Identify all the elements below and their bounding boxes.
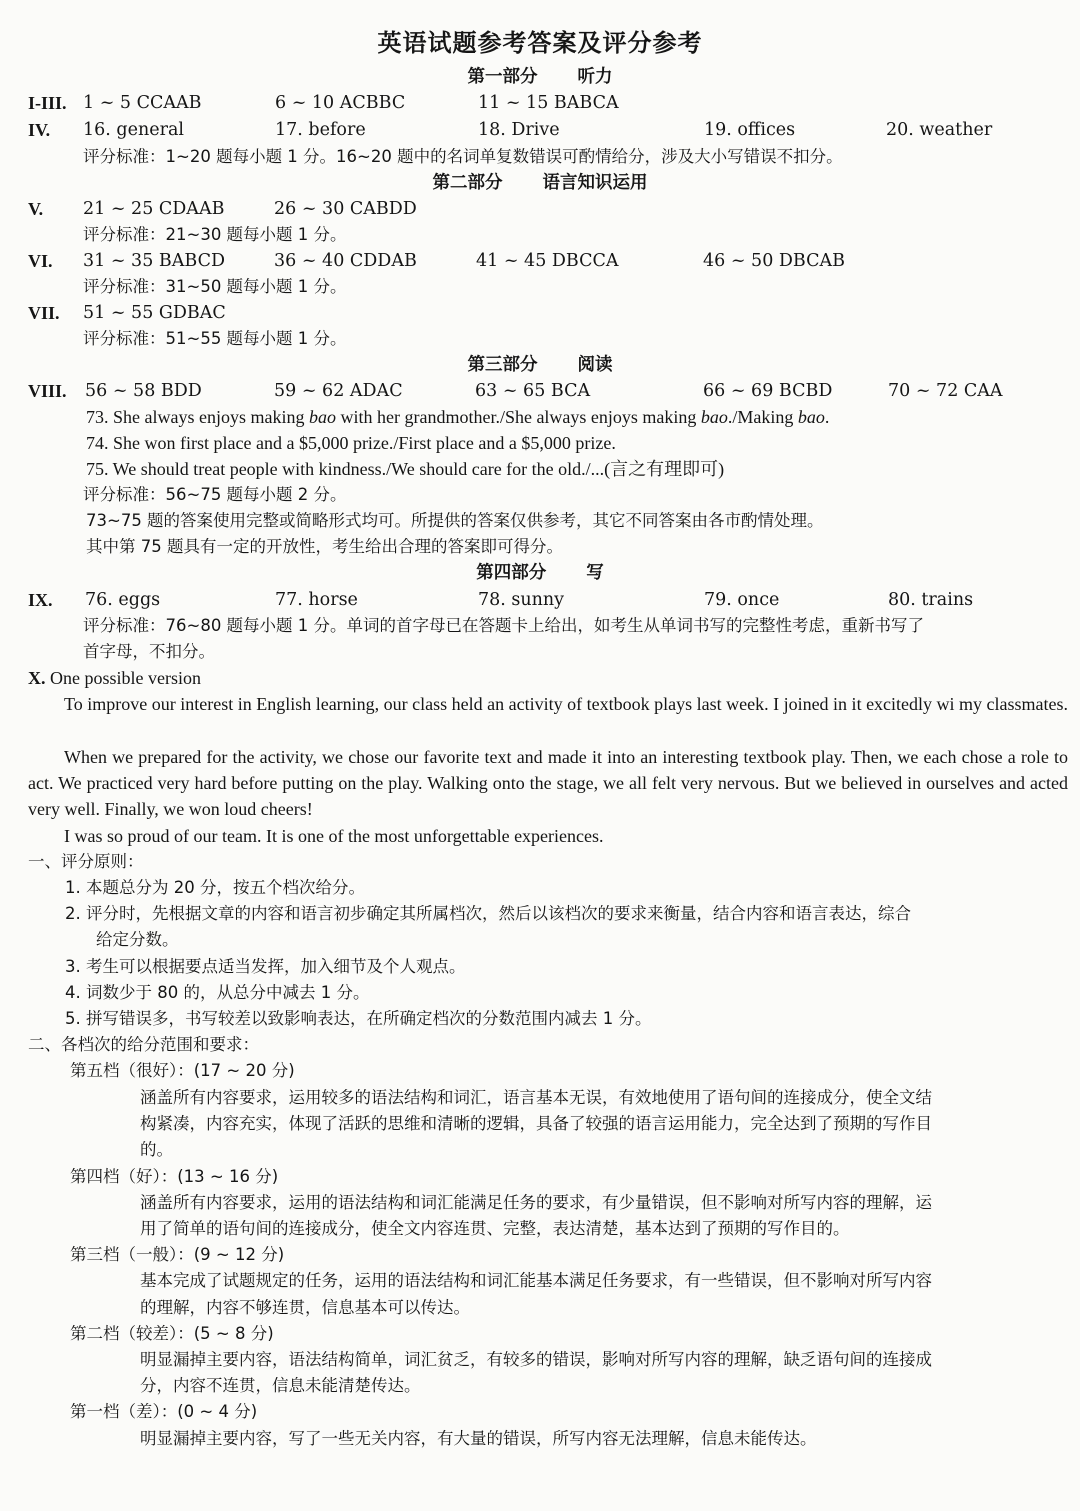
section-label: VIII. xyxy=(28,381,67,401)
answer-item: 17. before xyxy=(275,120,366,140)
answer-group: 1 ~ 5 CCAAB xyxy=(83,93,202,113)
principle-item: 1. 本题总分为 20 分，按五个档次给分。 xyxy=(65,878,365,897)
scoring-note: 评分标准：21~30 题每小题 1 分。 xyxy=(83,225,347,244)
principle-item: 4. 词数少于 80 的，从总分中减去 1 分。 xyxy=(65,983,370,1002)
level-1-title: 第一档（差）：(0 ~ 4 分) xyxy=(70,1402,258,1421)
scoring-note: 评分标准：76~80 题每小题 1 分。单词的首字母已在答题卡上给出，如考生从单词书写的完整性考虑，重新书写了 xyxy=(83,616,925,635)
essay-paragraph-2 xyxy=(28,744,1068,822)
answer-group: 46 ~ 50 DBCAB xyxy=(703,251,845,271)
part3-subtitle: 阅读 xyxy=(577,355,613,375)
answer-item: 80. trains xyxy=(888,590,974,610)
answer-group: 66 ~ 69 BCBD xyxy=(703,381,833,401)
answer-73-text: ./Making xyxy=(727,407,798,427)
essay-paragraph-1 xyxy=(28,691,1068,717)
answer-item: 18. Drive xyxy=(478,120,560,140)
answer-item: 76. eggs xyxy=(85,590,161,610)
answer-74: 74. She won first place and a $5,000 prize./First place and a $5,000 prize. xyxy=(86,433,616,453)
principle-item: 3. 考生可以根据要点适当发挥，加入细节及个人观点。 xyxy=(65,957,466,976)
section-label: X. xyxy=(28,668,46,688)
level-5-text: 构紧凑，内容充实，体现了活跃的思维和清晰的逻辑，具备了较强的语言运用能力，完全达到了预期的写作目 xyxy=(140,1114,932,1133)
answer-73-text: with her grandmother./She always enjoys making xyxy=(335,407,701,427)
answer-group: 41 ~ 45 DBCCA xyxy=(476,251,619,271)
level-2-text: 分，内容不连贯，信息未能清楚传达。 xyxy=(140,1376,421,1395)
answer-item: 16. general xyxy=(83,120,184,140)
answer-item: 78. sunny xyxy=(478,590,565,610)
section-label: VII. xyxy=(28,303,60,323)
answer-item: 19. offices xyxy=(704,120,796,140)
level-5-title: 第五档（很好）：(17 ~ 20 分) xyxy=(70,1061,295,1080)
answer-73-text: . xyxy=(824,407,830,427)
answer-group: 56 ~ 58 BDD xyxy=(85,381,202,401)
answer-75: 75. We should treat people with kindness./We should care for the old./...(言之有理即可) xyxy=(86,459,725,479)
section-10-heading xyxy=(28,665,201,691)
essay-text: I was so proud of our team. It is one of the most unforgettable experiences. xyxy=(64,826,604,846)
answer-group: 11 ~ 15 BABCA xyxy=(478,93,619,113)
answer-item: 77. horse xyxy=(275,590,358,610)
part2-title: 第二部分 xyxy=(432,173,503,193)
scoring-note: 评分标准：56~75 题每小题 2 分。 xyxy=(83,485,347,504)
answer-group: 26 ~ 30 CABDD xyxy=(274,199,417,219)
answer-group: 31 ~ 35 BABCD xyxy=(83,251,225,271)
part2-subtitle: 语言知识运用 xyxy=(542,173,648,193)
sample-essay-heading: One possible version xyxy=(50,668,201,688)
part1-heading xyxy=(0,64,1080,90)
part1-title: 第一部分 xyxy=(467,67,538,87)
scoring-note: 评分标准：51~55 题每小题 1 分。 xyxy=(83,329,347,348)
principle-item: 2. 评分时，先根据文章的内容和语言初步确定其所属档次，然后以该档次的要求来衡量，结合内容和语言表达，综合 xyxy=(65,904,911,923)
essay-paragraph-3 xyxy=(28,823,1068,849)
answer-73-italic: bao xyxy=(308,407,336,427)
part3-heading xyxy=(0,352,1080,378)
answer-group: 6 ~ 10 ACBBC xyxy=(275,93,406,113)
part4-title: 第四部分 xyxy=(476,563,547,583)
principles-heading: 一、评分原则： xyxy=(28,852,144,871)
level-3-text: 的理解，内容不够连贯，信息基本可以传达。 xyxy=(140,1298,470,1317)
page-title: 英语试题参考答案及评分参考 xyxy=(377,29,703,57)
answer-73-italic: bao xyxy=(700,407,728,427)
answer-item: 79. once xyxy=(704,590,780,610)
answer-group: 70 ~ 72 CAA xyxy=(888,381,1003,401)
levels-heading: 二、各档次的给分范围和要求： xyxy=(28,1035,259,1054)
answer-group: 51 ~ 55 GDBAC xyxy=(83,303,226,323)
scoring-note: 73~75 题的答案使用完整或简略形式均可。所提供的答案仅供参考，其它不同答案由各市酌情处理。 xyxy=(86,511,824,530)
section-label: VI. xyxy=(28,251,53,271)
answer-group: 59 ~ 62 ADAC xyxy=(274,381,403,401)
principle-item-cont: 给定分数。 xyxy=(96,930,179,949)
essay-text: When we prepared for the activity, we chose our favorite text and made it into an interesting textbook play. Then, we each chose a role to act. We practiced very hard before putting on the play. Walking onto the stage, we all felt very nervous. But we believed in ourselves and acted very well. Finally, we won loud cheers! xyxy=(28,747,1068,819)
part2-heading xyxy=(0,170,1080,196)
answer-73-italic: bao xyxy=(797,407,825,427)
answer-group: 36 ~ 40 CDDAB xyxy=(274,251,417,271)
level-3-text: 基本完成了试题规定的任务，运用的语法结构和词汇能基本满足任务要求，有一些错误，但不影响对所写内容 xyxy=(140,1271,932,1290)
answer-item: 20. weather xyxy=(886,120,993,140)
level-2-title: 第二档（较差）：(5 ~ 8 分) xyxy=(70,1324,274,1343)
section-label: IV. xyxy=(28,120,51,140)
level-5-text: 涵盖所有内容要求，运用较多的语法结构和词汇，语言基本无误，有效地使用了语句间的连接成分，使全文结 xyxy=(140,1088,932,1107)
section-label: V. xyxy=(28,199,44,219)
level-2-text: 明显漏掉主要内容，语法结构简单，词汇贫乏，有较多的错误，影响对所写内容的理解，缺乏语句间的连接成 xyxy=(140,1350,932,1369)
level-4-title: 第四档（好）：(13 ~ 16 分) xyxy=(70,1167,279,1186)
essay-text: To improve our interest in English learning, our class held an activity of textbook plays last week. I joined in it excitedly wi my classmates. xyxy=(64,694,1069,714)
level-4-text: 用了简单的语句间的连接成分，使全文内容连贯、完整，表达清楚，基本达到了预期的写作目的。 xyxy=(140,1219,850,1238)
scoring-note: 其中第 75 题具有一定的开放性，考生给出合理的答案即可得分。 xyxy=(86,537,563,556)
part1-subtitle: 听力 xyxy=(577,67,613,87)
scoring-note: 评分标准：31~50 题每小题 1 分。 xyxy=(83,277,347,296)
answer-group: 21 ~ 25 CDAAB xyxy=(83,199,225,219)
scoring-note: 首字母，不扣分。 xyxy=(83,642,215,661)
level-3-title: 第三档（一般）：(9 ~ 12 分) xyxy=(70,1245,285,1264)
level-5-text: 的。 xyxy=(140,1140,173,1159)
part3-title: 第三部分 xyxy=(467,355,538,375)
part4-heading xyxy=(0,560,1080,586)
scoring-note: 评分标准：1~20 题每小题 1 分。16~20 题中的名词单复数错误可酌情给分，涉及大小写错误不扣分。 xyxy=(83,147,843,166)
principle-item: 5. 拼写错误多，书写较差以致影响表达，在所确定档次的分数范围内减去 1 分。 xyxy=(65,1009,652,1028)
answer-73 xyxy=(86,404,829,430)
answer-73-text: 73. She always enjoys making xyxy=(86,407,309,427)
section-label: IX. xyxy=(28,590,53,610)
section-label: I-III. xyxy=(28,93,67,113)
level-4-text: 涵盖所有内容要求，运用的语法结构和词汇能满足任务的要求，有少量错误，但不影响对所写内容的理解，运 xyxy=(140,1193,932,1212)
answer-group: 63 ~ 65 BCA xyxy=(475,381,591,401)
level-1-text: 明显漏掉主要内容，写了一些无关内容，有大量的错误，所写内容无法理解，信息未能传达。 xyxy=(140,1429,817,1448)
part4-subtitle: 写 xyxy=(586,563,604,583)
